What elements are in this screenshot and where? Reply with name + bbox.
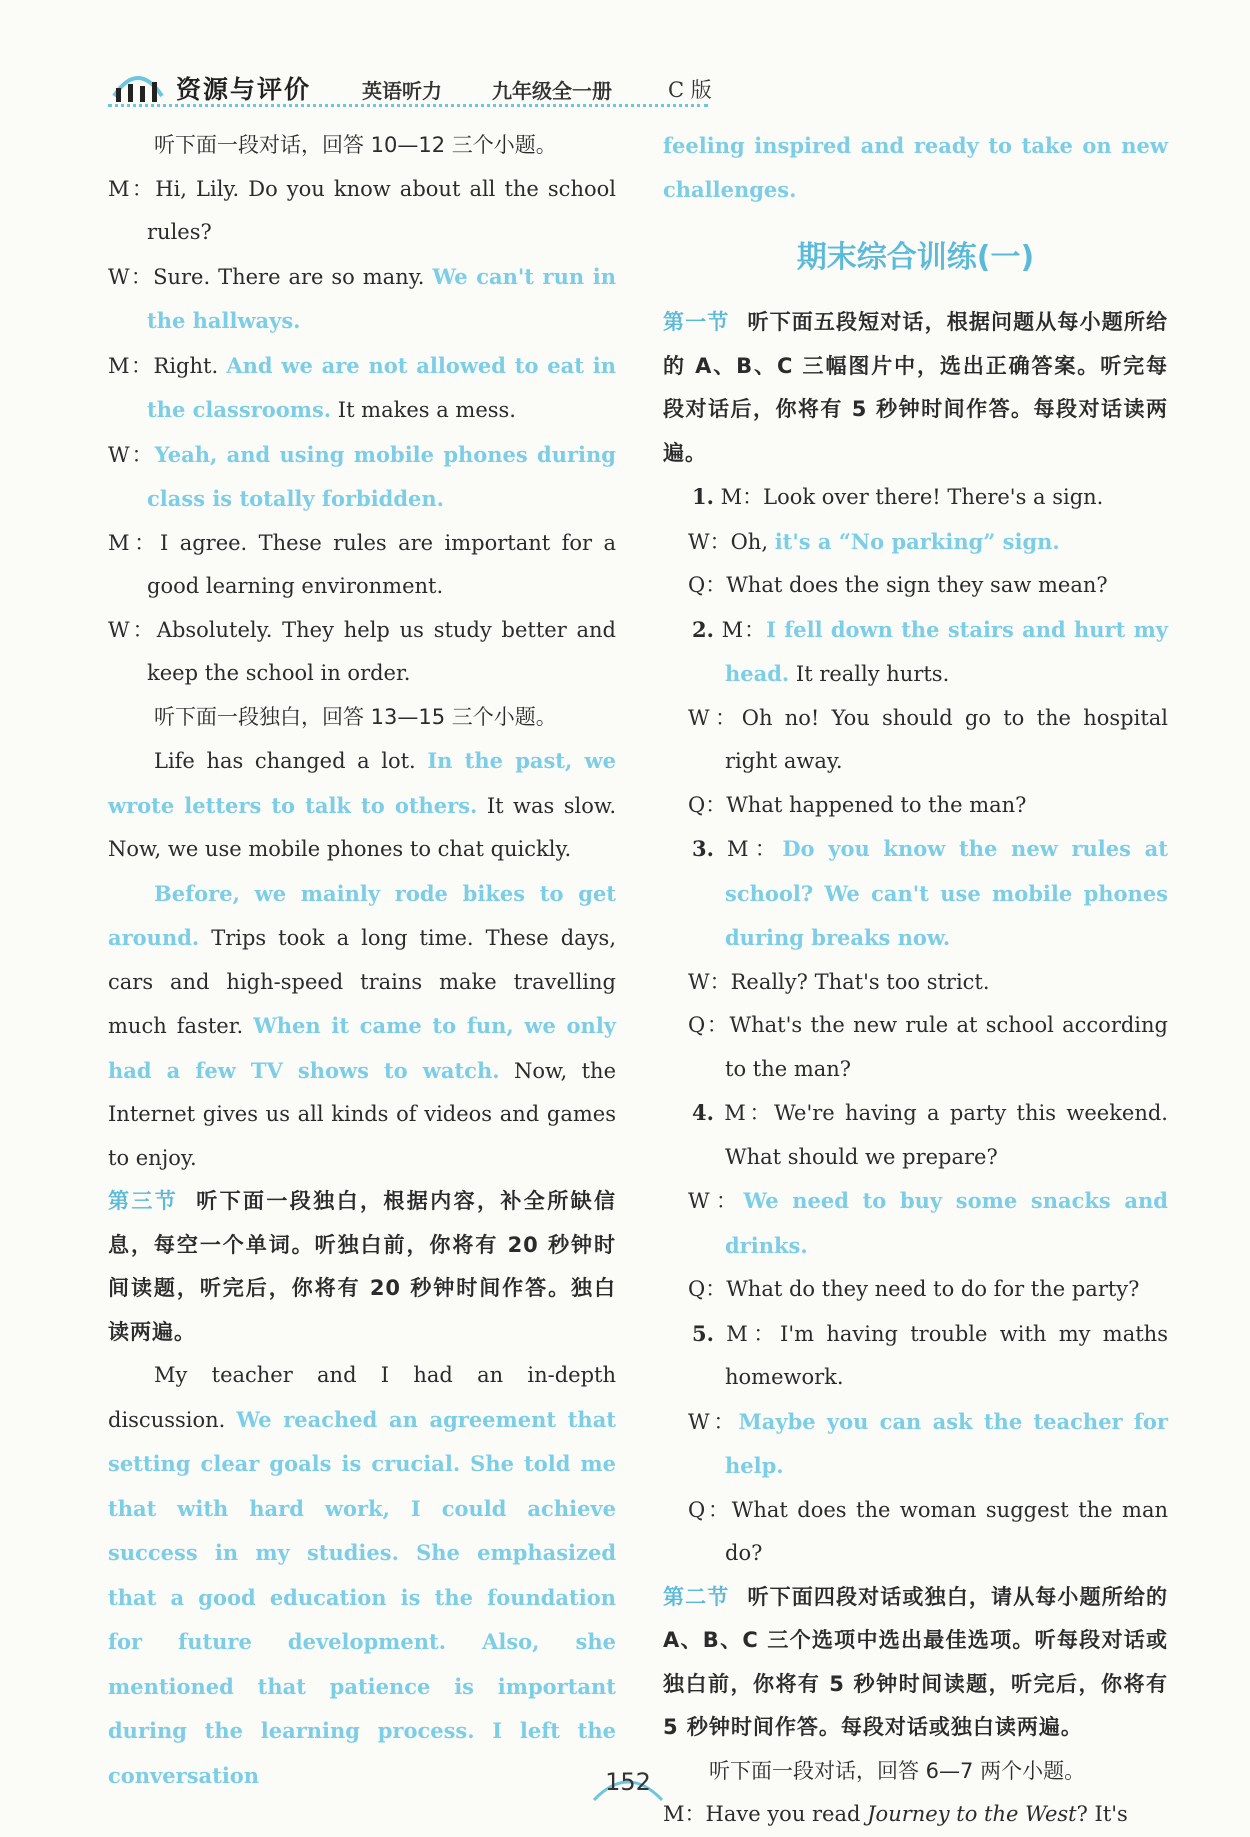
monologue-paragraph: Before, we mainly rode bikes to get around. Trips took a long time. These days, cars and high-speed trains make travelling much faster. When it came to fun, we only had a few TV shows to watch. Now, the Internet gives us all kinds of videos and games to enjoy. — [108, 880, 617, 1170]
page-header — [108, 66, 1168, 106]
book-title: Journey to the West — [867, 1802, 1077, 1826]
section-2-instruction: 第二节 听下面四段对话或独白，请从每小题所给的 A、B、C 三个选项中选出最佳选项。听每段对话或独白前，你将有 5 秒钟时间读题，听完后，你将有 5 秒钟时间作答。每段对话或独白读两遍。 — [663, 1584, 1169, 1739]
section-label: 第三节 — [108, 1189, 179, 1213]
answer-text: Yeah, and using mobile phones during class is totally forbidden. — [147, 441, 616, 511]
section-1-instruction: 第一节 听下面五段短对话，根据问题从每小题所给的 A、B、C 三幅图片中，选出正确答案。听完每段对话后，你将有 5 秒钟时间作答。每段对话读两遍。 — [663, 310, 1169, 465]
left-column — [108, 124, 616, 1798]
dialogue-line: W：Yeah, and using mobile phones during class is totally forbidden. — [108, 441, 616, 511]
page-number-text: 152 — [605, 1768, 651, 1796]
section-label: 第二节 — [663, 1584, 730, 1609]
answer-text: Before, we mainly rode bikes to get around. — [108, 880, 616, 950]
continued-answer: feeling inspired and ready to take on new challenges. — [663, 133, 1168, 202]
answer-text: And we are not allowed to eat in the classrooms. — [147, 352, 616, 422]
answer-text: We need to buy some snacks and drinks. — [725, 1188, 1168, 1258]
grade-label: 九年级全一册 — [492, 79, 612, 103]
dialogue-line: W：Sure. There are so many. We can't run in the hallways. — [108, 263, 616, 333]
dialogue-line: M：I agree. These rules are important for a good learning environment. — [108, 530, 616, 598]
instruction-dialogue-6-7: 听下面一段对话，回答 6—7 两个小题。 — [709, 1758, 1086, 1783]
question-prompt: Q：What do they need to do for the party? — [688, 1277, 1140, 1301]
answer-text: When it came to fun, we only had a few TV shows to watch. — [108, 1013, 617, 1083]
question-1: 1. M：Look over there! There's a sign. — [692, 484, 1104, 509]
dialogue-line: W：Absolutely. They help us study better and keep the school in order. — [108, 617, 616, 685]
answer-text: Maybe you can ask the teacher for help. — [725, 1408, 1168, 1478]
question-3: 3. M：Do you know the new rules at school? We can't use mobile phones during breaks now. — [692, 836, 1168, 950]
monologue-paragraph: My teacher and I had an in-depth discussion. We reached an agreement that setting clear goals is crucial. She told me that with hard work, I could achieve success in my studies. She emphasized that a good education is the foundation for future development. Also, she mentioned that patience is important during the learning process. I left the conversation — [108, 1363, 617, 1788]
dialogue-line: W：Oh no! You should go to the hospital right away. — [688, 705, 1168, 773]
subject-label: 英语听力 — [362, 79, 442, 103]
section-label: 第一节 — [663, 310, 730, 334]
question-4: 4. M：We're having a party this weekend. What should we prepare? — [692, 1100, 1168, 1169]
question-prompt: Q：What's the new rule at school according to the man? — [688, 1013, 1168, 1081]
edition-label: C 版 — [668, 78, 712, 102]
monologue-paragraph: Life has changed a lot. In the past, we wrote letters to talk to others. It was slow. Now, we use mobile phones to chat quickly. — [108, 748, 616, 861]
instruction-dialogue-10-12: 听下面一段对话，回答 10—12 三个小题。 — [154, 133, 557, 157]
dialogue-line: M：Right. And we are not allowed to eat in the classrooms. It makes a mess. — [108, 352, 616, 422]
answer-text: We can't run in the hallways. — [147, 263, 616, 333]
question-prompt: Q：What happened to the man? — [688, 792, 1027, 817]
answer-text: it's a “No parking” sign. — [774, 528, 1060, 554]
section-title: 期末综合训练(一) — [796, 240, 1035, 275]
question-prompt: Q：What does the woman suggest the man do? — [688, 1497, 1168, 1565]
question-prompt: Q：What does the sign they saw mean? — [688, 573, 1108, 597]
page-number — [590, 1768, 666, 1802]
answer-text: In the past, we wrote letters to talk to others. — [108, 748, 616, 818]
dialogue-line: M：Hi, Lily. Do you know about all the school rules? — [108, 176, 616, 244]
header-divider — [108, 104, 708, 107]
question-2: 2. M：I fell down the stairs and hurt my head. It really hurts. — [692, 616, 1168, 686]
dialogue-line: W：Maybe you can ask the teacher for help. — [688, 1408, 1168, 1478]
dialogue-line: W：We need to buy some snacks and drinks. — [688, 1188, 1168, 1258]
right-column — [663, 124, 1168, 1837]
instruction-monologue-13-15: 听下面一段独白，回答 13—15 三个小题。 — [154, 704, 557, 729]
dialogue-line: M：Have you read Journey to the West? It's — [663, 1802, 1128, 1826]
brand-title: 资源与评价 — [176, 75, 312, 104]
question-5: 5. M：I'm having trouble with my maths homework. — [692, 1320, 1168, 1389]
sound-wave-icon — [108, 66, 168, 106]
answer-text: We reached an agreement that setting clear goals is crucial. She told me that with hard work, I could achieve success in my studies. She emphasized that a good education is the foundation for future development. Also, she mentioned that patience is important during the learning process. I left the conversation — [108, 1406, 617, 1788]
dialogue-line: W：Oh, it's a “No parking” sign. — [688, 528, 1060, 554]
answer-text: Do you know the new rules at school? We can't use mobile phones during breaks now. — [725, 836, 1168, 950]
dialogue-line: W：Really? That's too strict. — [688, 969, 990, 994]
answer-text: I fell down the stairs and hurt my head. — [725, 616, 1168, 686]
section-3-instruction: 第三节 听下面一段独白，根据内容，补全所缺信息，每空一个单词。听独白前，你将有 20 秒钟时间读题，听完后，你将有 20 秒钟时间作答。独白读两遍。 — [108, 1189, 617, 1344]
